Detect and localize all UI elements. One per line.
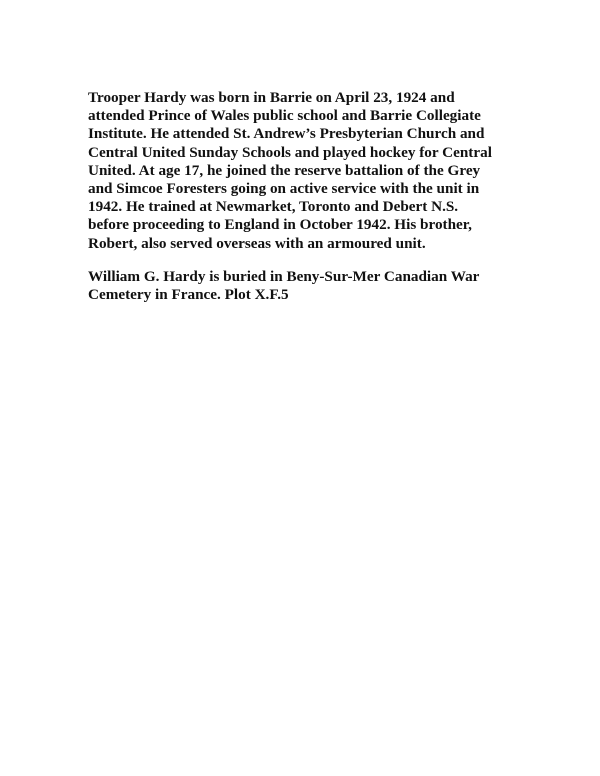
text-line: Cemetery in France. Plot X.F.5 (88, 286, 289, 304)
text-line: Central United Sunday Schools and played hockey for Central (88, 143, 492, 161)
text-line: attended Prince of Wales public school and Barrie Collegiate (88, 107, 481, 125)
text-line: Robert, also served overseas with an armoured unit. (88, 234, 426, 252)
text-line: United. At age 17, he joined the reserve battalion of the Grey (88, 161, 481, 179)
text-line: Institute. He attended St. Andrew’s Presbyterian Church and (88, 125, 485, 143)
text-line: before proceeding to England in October 1942. His brother, (88, 216, 472, 234)
biography-paragraph (88, 89, 528, 253)
text-line: William G. Hardy is buried in Beny-Sur-Mer Canadian War (88, 268, 480, 285)
text-line: and Simcoe Foresters going on active service with the unit in (88, 180, 480, 198)
burial-paragraph (88, 268, 528, 304)
text-line: Trooper Hardy was born in Barrie on April 23, 1924 and (88, 89, 455, 106)
text-line: 1942. He trained at Newmarket, Toronto and Debert N.S. (88, 198, 459, 216)
